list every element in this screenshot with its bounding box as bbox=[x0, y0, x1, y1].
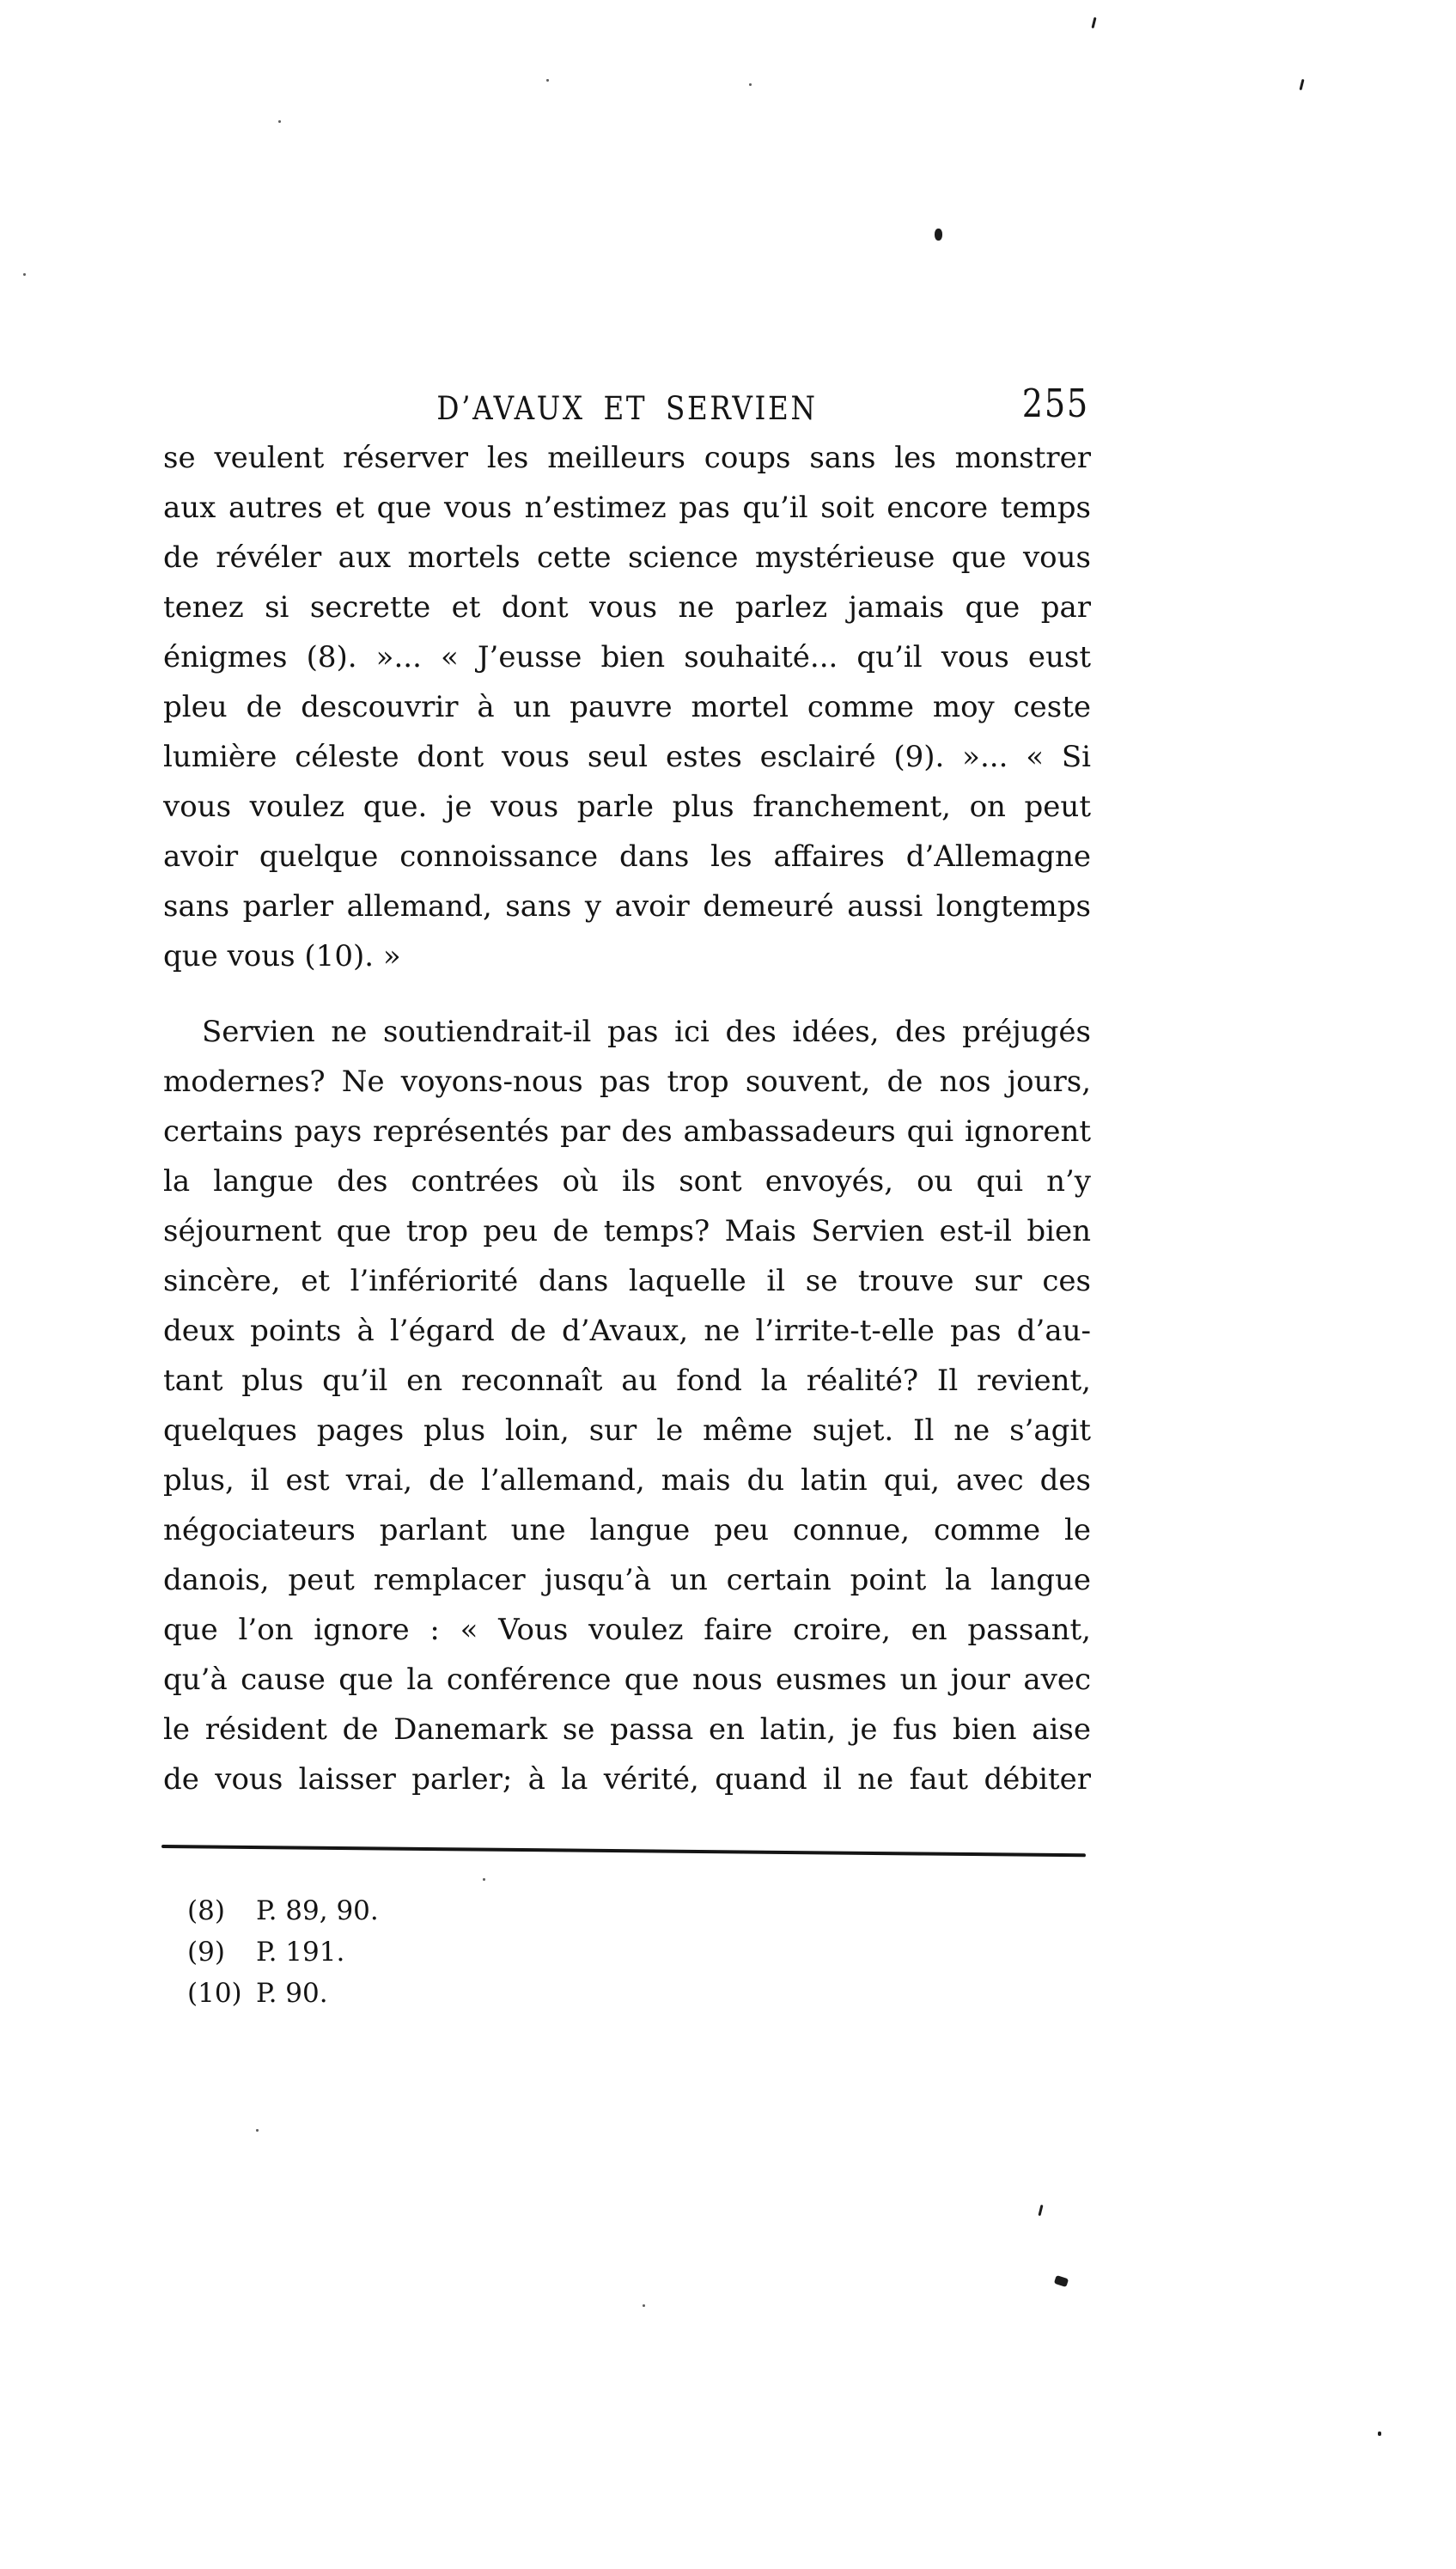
page-header bbox=[163, 381, 1091, 431]
text-line: tenez si secrette et dont vous ne parlez jamais que par bbox=[163, 590, 1091, 625]
text-line: danois, peut remplacer jusqu’à un certain point la langue bbox=[163, 1563, 1091, 1597]
text-line: que l’on ignore : « Vous voulez faire croire, en passant, bbox=[163, 1613, 1091, 1647]
text-line: lumière céleste dont vous seul estes esclairé (9). »... « Si bbox=[163, 740, 1091, 774]
text-line: négociateurs parlant une langue peu connue, comme le bbox=[163, 1513, 1091, 1547]
footnote-text: P. 90. bbox=[256, 1978, 328, 2009]
paragraph-2 bbox=[163, 1007, 1091, 1804]
scan-speck bbox=[23, 273, 26, 276]
scan-speck bbox=[1091, 17, 1096, 28]
text-line: la langue des contrées où ils sont envoyés, ou qui n’y bbox=[163, 1164, 1091, 1199]
footnote-text: P. 191. bbox=[256, 1937, 345, 1968]
text-line: Servien ne soutiendrait-il pas ici des idées, des préjugés bbox=[202, 1015, 1091, 1049]
scan-speck bbox=[935, 229, 942, 241]
scan-speck bbox=[256, 2129, 259, 2132]
footnote bbox=[187, 1890, 960, 1931]
footnote-separator bbox=[161, 1845, 1086, 1857]
footnotes bbox=[187, 1890, 960, 2014]
text-line: séjournent que trop peu de temps? Mais Servien est-il bien bbox=[163, 1214, 1091, 1248]
footnote-marker: (10) bbox=[187, 1978, 242, 2009]
text-line: deux points à l’égard de d’Avaux, ne l’irrite-t-elle pas d’au- bbox=[163, 1314, 1091, 1348]
scan-speck bbox=[749, 83, 752, 86]
text-line: aux autres et que vous n’estimez pas qu’il soit encore temps bbox=[163, 491, 1091, 525]
text-line: le résident de Danemark se passa en latin, je fus bien aise bbox=[163, 1712, 1091, 1747]
paragraph-1 bbox=[163, 433, 1091, 981]
text-line: quelques pages plus loin, sur le même sujet. Il ne s’agit bbox=[163, 1413, 1091, 1448]
text-line: certains pays représentés par des ambassadeurs qui ignorent bbox=[163, 1114, 1091, 1149]
text-line: que vous (10). » bbox=[163, 939, 401, 973]
scan-speck bbox=[1378, 2432, 1381, 2436]
body-text bbox=[163, 433, 1091, 1804]
text-line: modernes? Ne voyons-nous pas trop souvent, de nos jours, bbox=[163, 1065, 1091, 1099]
footnote-text: P. 89, 90. bbox=[256, 1895, 379, 1926]
text-line: de révéler aux mortels cette science mystérieuse que vous bbox=[163, 540, 1091, 575]
text-line: sans parler allemand, sans y avoir demeuré aussi longtemps bbox=[163, 889, 1091, 924]
text-line: de vous laisser parler; à la vérité, quand il ne faut débiter bbox=[163, 1762, 1091, 1797]
footnote bbox=[187, 1931, 960, 1973]
text-line: qu’à cause que la conférence que nous eusmes un jour avec bbox=[163, 1663, 1091, 1697]
scan-speck bbox=[546, 79, 549, 82]
text-line: se veulent réserver les meilleurs coups sans les monstrer bbox=[163, 441, 1091, 475]
text-line: énigmes (8). »... « J’eusse bien souhaité... qu’il vous eust bbox=[163, 640, 1091, 674]
scan-speck bbox=[1299, 79, 1304, 90]
scan-speck bbox=[278, 120, 281, 123]
text-line: vous voulez que. je vous parle plus franchement, on peut bbox=[163, 790, 1091, 824]
page-number: 255 bbox=[1021, 381, 1089, 426]
text-line: avoir quelque connoissance dans les affaires d’Allemagne bbox=[163, 839, 1091, 874]
text-line: sincère, et l’infériorité dans laquelle il se trouve sur ces bbox=[163, 1264, 1091, 1298]
scan-speck bbox=[1038, 2205, 1043, 2216]
scan-speck bbox=[643, 2304, 645, 2307]
footnote-marker: (9) bbox=[187, 1937, 225, 1968]
footnote-marker: (8) bbox=[187, 1895, 225, 1926]
text-line: plus, il est vrai, de l’allemand, mais du latin qui, avec des bbox=[163, 1463, 1091, 1498]
footnote bbox=[187, 1973, 960, 2014]
text-line: tant plus qu’il en reconnaît au fond la réalité? Il revient, bbox=[163, 1364, 1091, 1398]
running-header: D’AVAUX ET SERVIEN bbox=[436, 390, 818, 427]
scan-speck bbox=[1054, 2275, 1069, 2287]
text-line: pleu de descouvrir à un pauvre mortel comme moy ceste bbox=[163, 690, 1091, 724]
scan-speck bbox=[483, 1878, 485, 1881]
